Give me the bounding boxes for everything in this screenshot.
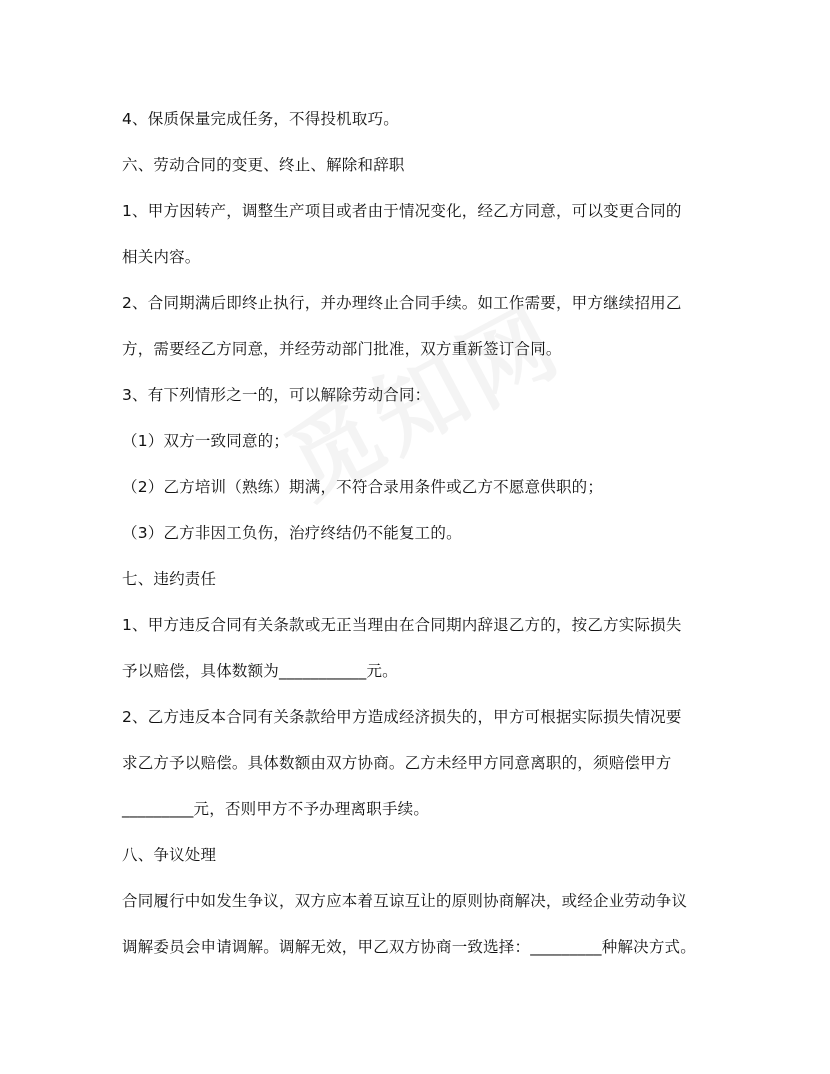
clause-6-1-line-1: 1、甲方因转产，调整生产项目或者由于情况变化，经乙方同意，可以变更合同的 — [122, 202, 682, 220]
clause-8-line-2: 调解委员会申请调解。调解无效，甲乙双方协商一致选择：_________种解决方式。 — [122, 938, 696, 956]
clause-7-2-line-2: 求乙方予以赔偿。具体数额由双方协商。乙方未经甲方同意离职的，须赔偿甲方 — [122, 754, 672, 772]
document-body — [122, 96, 722, 970]
clause-6-2-line-1: 2、合同期满后即终止执行，并办理终止合同手续。如工作需要，甲方继续招用乙 — [122, 294, 682, 312]
clause-7-2-line-1: 2、乙方违反本合同有关条款给甲方造成经济损失的，甲方可根据实际损失情况要 — [122, 708, 682, 726]
clause-6-2-line-2: 方，需要经乙方同意，并经劳动部门批准，双方重新签订合同。 — [122, 340, 562, 358]
clause-6-3-item-3: （3）乙方非因工负伤，治疗终结仍不能复工的。 — [122, 524, 462, 542]
clause-7-1-line-2: 予以赔偿，具体数额为___________元。 — [122, 662, 398, 680]
clause-6-1-line-2: 相关内容。 — [122, 248, 201, 266]
clause-4-quality: 4、保质保量完成任务，不得投机取巧。 — [122, 110, 399, 128]
clause-7-1-line-1: 1、甲方违反合同有关条款或无正当理由在合同期内辞退乙方的，按乙方实际损失 — [122, 616, 682, 634]
clause-8-line-1: 合同履行中如发生争议，双方应本着互谅互让的原则协商解决，或经企业劳动争议 — [122, 892, 688, 910]
clause-6-3: 3、有下列情形之一的，可以解除劳动合同： — [122, 386, 431, 404]
section-heading-7: 七、违约责任 — [122, 570, 217, 588]
section-heading-8: 八、争议处理 — [122, 846, 217, 864]
section-heading-6: 六、劳动合同的变更、终止、解除和辞职 — [122, 156, 405, 174]
clause-7-2-line-3: _________元，否则甲方不予办理离职手续。 — [122, 800, 430, 818]
clause-6-3-item-1: （1）双方一致同意的； — [122, 432, 290, 450]
clause-6-3-item-2: （2）乙方培训（熟练）期满，不符合录用条件或乙方不愿意供职的； — [122, 478, 604, 496]
